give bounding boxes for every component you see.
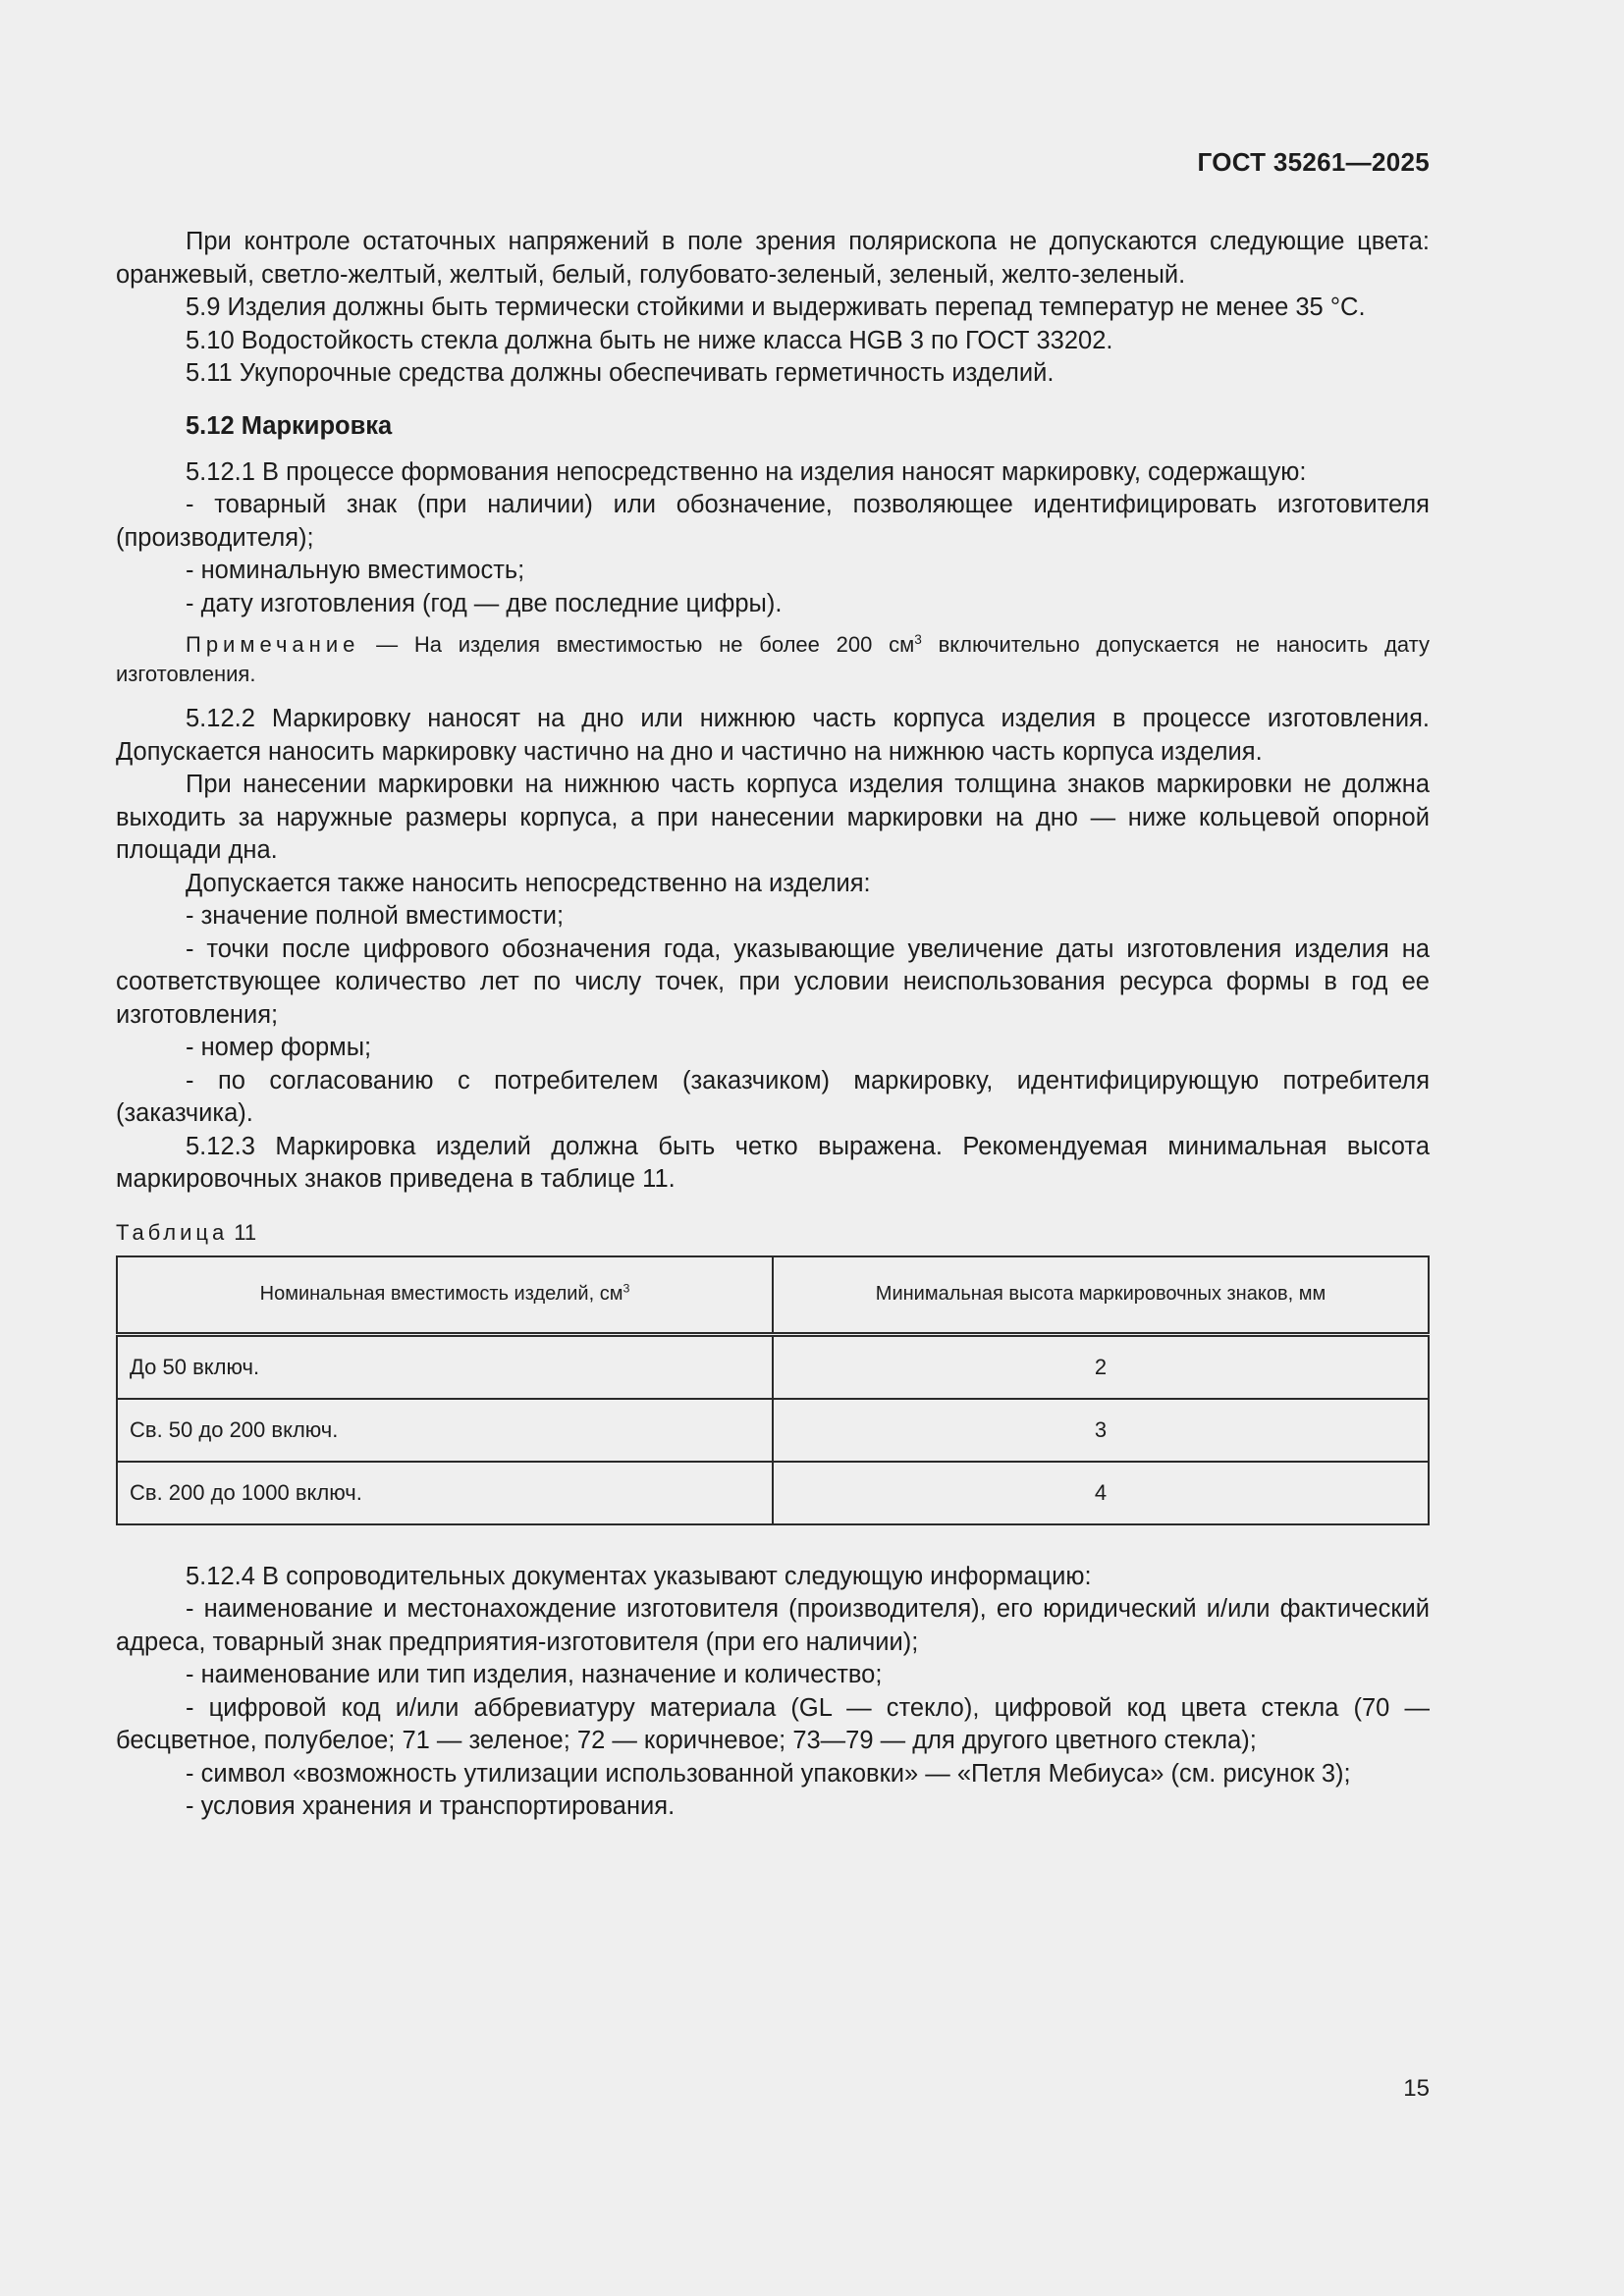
note-text-end: включительно допускается не наносить дату изготовления. <box>116 632 1430 686</box>
list-item-nominal-capacity: - номинальную вместимость; <box>186 557 525 584</box>
table-caption <box>116 1220 1430 1246</box>
document-body <box>116 226 1430 1824</box>
note-label: Примечание <box>186 632 360 657</box>
table-header-capacity-text: Номинальная вместимость изделий, см <box>259 1283 623 1305</box>
list-item-material-code: - цифровой код и/или аббревиатуру материала (GL — стекло), цифровой код цвета стекла (70 — бесцветное, полубелое; 71 — зеленое; 72 — коричневое; 73—79 — для другого цветного стекла); <box>116 1693 1430 1754</box>
marking-height-table <box>116 1255 1430 1525</box>
clause-5-12-3: 5.12.3 Маркировка изделий должна быть четко выражена. Рекомендуемая минимальная высота маркировочных знаков приведена в таблице 11. <box>116 1132 1430 1193</box>
list-item-manufacture-date: - дату изготовления (год — две последние цифры). <box>186 589 783 617</box>
list-item-recycling-symbol: - символ «возможность утилизации использованной упаковки» — «Петля Мебиуса» (см. рисунок 3); <box>186 1759 1351 1788</box>
table-row <box>117 1334 1429 1399</box>
list-item-year-dots: - точки после цифрового обозначения года, указывающие увеличение даты изготовления изделия на соответствующее количество лет по числу точек, при условии неиспользования ресурса формы в год ее изготовления; <box>116 934 1430 1029</box>
note-superscript: 3 <box>914 631 922 647</box>
table-caption-number: 11 <box>234 1219 257 1245</box>
table-cell-capacity: Св. 200 до 1000 включ. <box>117 1462 773 1524</box>
paragraph-also-allowed: Допускается также наносить непосредственно на изделия: <box>186 869 871 897</box>
standard-code-header: ГОСТ 35261—2025 <box>1197 147 1430 177</box>
table-header-row <box>117 1256 1429 1335</box>
paragraph-marking-body: При нанесении маркировки на нижнюю часть корпуса изделия толщина знаков маркировки не должна выходить за наружные размеры корпуса, а при нанесении маркировки на дно — ниже кольцевой опорной площади дна. <box>116 771 1430 864</box>
clause-5-12-2: 5.12.2 Маркировку наносят на дно или нижнюю часть корпуса изделия в процессе изготовления. Допускается наносить маркировку частично на дно и частично на нижнюю часть корпуса изделия. <box>116 705 1430 766</box>
table-cell-capacity: Св. 50 до 200 включ. <box>117 1399 773 1462</box>
list-item-full-capacity: - значение полной вместимости; <box>186 902 565 930</box>
table-cell-height: 2 <box>773 1334 1429 1399</box>
section-heading-5-12: 5.12 Маркировка <box>186 411 393 440</box>
table-header-height: Минимальная высота маркировочных знаков, мм <box>773 1256 1429 1335</box>
list-item-trademark: - товарный знак (при наличии) или обозначение, позволяющее идентифицировать изготовителя (производителя); <box>116 491 1430 552</box>
list-item-customer-marking: - по согласованию с потребителем (заказчиком) маркировку, идентифицирующую потребителя (заказчика). <box>116 1066 1430 1127</box>
clause-5-12-1: 5.12.1 В процессе формования непосредственно на изделия наносят маркировку, содержащую: <box>186 457 1307 486</box>
note-text-start: — На изделия вместимостью не более 200 см <box>359 632 915 657</box>
table-cell-height: 3 <box>773 1399 1429 1462</box>
table-header-capacity-sup: 3 <box>623 1281 630 1296</box>
table-row <box>117 1399 1429 1462</box>
list-item-storage-conditions: - условия хранения и транспортирования. <box>186 1792 676 1820</box>
table-header-capacity <box>117 1256 773 1335</box>
table-row <box>117 1462 1429 1524</box>
clause-5-9: 5.9 Изделия должны быть термически стойкими и выдерживать перепад температур не менее 35 °С. <box>186 294 1366 321</box>
list-item-product-type: - наименование или тип изделия, назначение и количество; <box>186 1661 883 1688</box>
paragraph-stress-colors: При контроле остаточных напряжений в поле зрения полярископа не допускаются следующие цвета: оранжевый, светло-желтый, желтый, белый, голубовато-зеленый, зеленый, желто-зеленый. <box>116 228 1430 289</box>
table-cell-capacity: До 50 включ. <box>117 1334 773 1399</box>
table-cell-height: 4 <box>773 1462 1429 1524</box>
page-number: 15 <box>1403 2075 1430 2102</box>
clause-5-12-4: 5.12.4 В сопроводительных документах указывают следующую информацию: <box>186 1562 1092 1590</box>
note-paragraph <box>116 630 1430 689</box>
table-caption-label: Таблица <box>116 1219 229 1245</box>
clause-5-11: 5.11 Укупорочные средства должны обеспечивать герметичность изделий. <box>186 359 1055 387</box>
list-item-manufacturer-name: - наименование и местонахождение изготовителя (производителя), его юридический и/или фактический адреса, товарный знак предприятия-изготовителя (при его наличии); <box>116 1595 1430 1656</box>
list-item-mold-number: - номер формы; <box>186 1034 372 1061</box>
clause-5-10: 5.10 Водостойкость стекла должна быть не ниже класса HGB 3 по ГОСТ 33202. <box>186 326 1113 354</box>
